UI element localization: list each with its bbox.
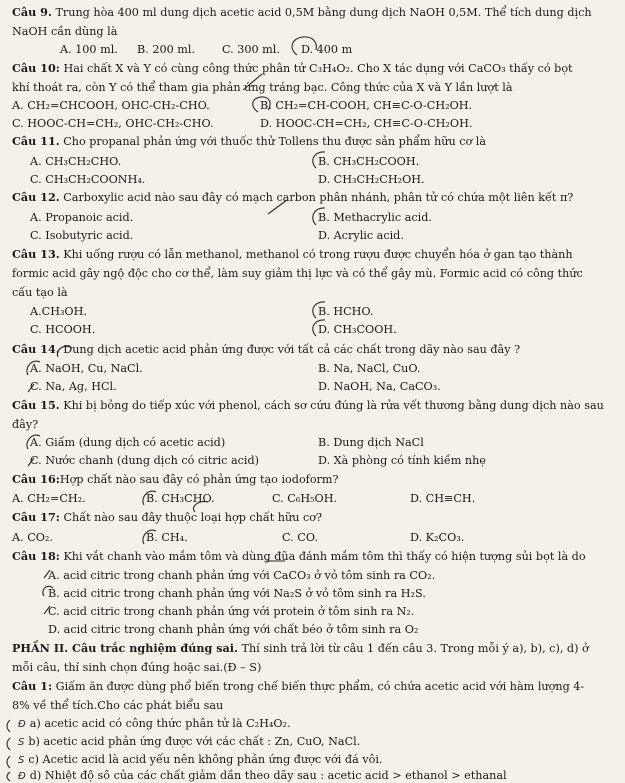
q13-stem-line3: cấu tạo là bbox=[12, 286, 68, 299]
q14-option-c: C. Na, Ag, HCl. bbox=[30, 380, 117, 393]
q16-option-b: B. CH₃CHO. bbox=[146, 492, 215, 505]
part2-bracket-d bbox=[7, 772, 10, 781]
part2-statement-b bbox=[18, 735, 360, 749]
q17-option-d: D. K₂CO₃. bbox=[410, 531, 465, 544]
q9-option-b: B. 200 ml. bbox=[137, 43, 195, 56]
part2-statement-c-text: c) Acetic acid là acid yếu nên không phản ứng được với đá vôi. bbox=[28, 753, 383, 766]
q10-option-c: C. HOOC-CH=CH₂, OHC-CH₂-CHO. bbox=[12, 117, 214, 130]
q17-option-b: B. CH₄. bbox=[146, 531, 188, 544]
handwritten-mark-d: Đ bbox=[18, 771, 26, 782]
q14-text: Dung dịch acetic acid phản ứng được với tất cả các chất trong dãy nào sau đây ? bbox=[63, 343, 521, 356]
q10-title: Câu 10: bbox=[12, 61, 60, 75]
q13-text: Khi uống rượu có lẫn methanol, methanol có trong rượu được chuyển hóa ở gan tạo thành bbox=[63, 248, 573, 261]
q15-text: Khi bị bỏng do tiếp xúc với phenol, cách sơ cứu đúng là rửa vết thương bằng dung dịch nào sau bbox=[63, 399, 604, 412]
part2-c1-line2: 8% về thể tích.Cho các phát biểu sau bbox=[12, 699, 224, 712]
handwritten-mark-a: Đ bbox=[18, 719, 26, 730]
q17-title: Câu 17: bbox=[12, 510, 60, 524]
q13-title: Câu 13. bbox=[12, 247, 60, 261]
q14-title: Câu 14. bbox=[12, 342, 60, 356]
q12-text: Carboxylic acid nào sau đây có mạch carbon phân nhánh, phân tử có chứa một liên kết π? bbox=[63, 191, 574, 204]
q10-option-b: B. CH₂=CH-COOH, CH≡C-O-CH₂OH. bbox=[260, 99, 473, 112]
q17-text: Chất nào sau đây thuộc loại hợp chất hữu cơ? bbox=[63, 511, 322, 524]
q9-stem-line2: NaOH cần dùng là bbox=[12, 25, 118, 38]
q16-title: Câu 16: bbox=[12, 472, 60, 486]
part2-statement-b-text: b) acetic acid phản ứng được với các chất : Zn, CuO, NaCl. bbox=[28, 735, 361, 748]
q18-title: Câu 18: bbox=[12, 549, 60, 563]
q10-stem-line2: khí thoát ra, còn Y có thể tham gia phản ứng tráng bạc. Công thức của X và Y lần lượt là bbox=[12, 81, 513, 94]
q9-option-c: C. 300 ml. bbox=[222, 43, 280, 56]
part2-title: PHẦN II. Câu trắc nghiệm đúng sai. bbox=[12, 641, 238, 655]
q12-stem bbox=[12, 191, 573, 205]
q9-option-d: D. 400 m bbox=[301, 43, 353, 56]
q12-option-b: B. Methacrylic acid. bbox=[318, 211, 432, 224]
q15-title: Câu 15. bbox=[12, 398, 60, 412]
part2-c1-text: Giấm ăn được dùng phổ biến trong chế biến thực phẩm, có chứa acetic acid với hàm lượng 4- bbox=[55, 680, 585, 693]
q16-stem bbox=[12, 473, 339, 487]
q14-option-d: D. NaOH, Na, CaCO₃. bbox=[318, 380, 441, 393]
q15-stem-line1 bbox=[12, 399, 604, 413]
q18-option-c: C. acid citric trong chanh phản ứng với protein ở tôm sinh ra N₂. bbox=[48, 605, 415, 618]
q17-option-a: A. CO₂. bbox=[12, 531, 53, 544]
q15-option-d: D. Xà phòng có tính kiềm nhẹ bbox=[318, 454, 486, 467]
part2-bracket-c bbox=[7, 756, 10, 768]
q10-option-d: D. HOOC-CH=CH₂, CH≡C-O-CH₂OH. bbox=[260, 117, 473, 130]
q9-stem-line1 bbox=[12, 6, 592, 20]
part2-bracket-b bbox=[7, 738, 10, 750]
q10-option-a: A. CH₂=CHCOOH, OHC-CH₂-CHO. bbox=[12, 99, 210, 112]
q15-option-b: B. Dung dịch NaCl bbox=[318, 436, 424, 449]
q9-text: Trung hòa 400 ml dung dịch acetic acid 0,5M bằng dung dịch NaOH 0,5M. Thể tích dung dịch bbox=[55, 6, 592, 19]
q18-option-a: A. acid citric trong chanh phản ứng với CaCO₃ ở vỏ tôm sinh ra CO₂. bbox=[48, 569, 436, 582]
q10-text: Hai chất X và Y có cùng công thức phân tử C₃H₄O₂. Cho X tác dụng với CaCO₃ thấy có bọt bbox=[63, 62, 573, 75]
q15-option-c: C. Nước chanh (dung dịch có citric acid) bbox=[30, 454, 260, 467]
q16-option-a: A. CH₂=CH₂. bbox=[12, 492, 86, 505]
q11-stem bbox=[12, 135, 486, 149]
q14-option-b: B. Na, NaCl, CuO. bbox=[318, 362, 421, 375]
q18-text: Khi vắt chanh vào mắm tôm và dùng đũa đánh mắm tôm thì thấy có hiện tượng sủi bọt là do bbox=[63, 550, 586, 563]
q15-option-a: A. Giấm (dung dịch có acetic acid) bbox=[30, 436, 226, 449]
q10-stem-line1 bbox=[12, 62, 573, 76]
q18-option-b: B. acid citric trong chanh phản ứng với Na₂S ở vỏ tôm sinh ra H₂S. bbox=[48, 587, 426, 600]
q11-option-b: B. CH₃CH₂COOH. bbox=[318, 155, 420, 168]
q13-option-d: D. CH₃COOH. bbox=[318, 323, 397, 336]
part2-c1-line1 bbox=[12, 680, 584, 694]
part2-c1-title: Câu 1: bbox=[12, 679, 53, 693]
handwritten-mark-b: S bbox=[18, 737, 25, 748]
q11-title: Câu 11. bbox=[12, 134, 60, 148]
q12-title: Câu 12. bbox=[12, 190, 60, 204]
handwritten-mark-c: S bbox=[18, 755, 25, 766]
q15-stem-line2: đây? bbox=[12, 418, 39, 431]
q13-option-a: A.CH₃OH. bbox=[30, 305, 87, 318]
q16-text: Hợp chất nào sau đây có phản ứng tạo iodoform? bbox=[59, 473, 339, 486]
q13-option-b: B. HCHO. bbox=[318, 305, 374, 318]
part2-heading bbox=[12, 642, 589, 656]
q9-option-a: A. 100 ml. bbox=[60, 43, 118, 56]
q12-option-c: C. Isobutyric acid. bbox=[30, 229, 134, 242]
q13-stem-line1 bbox=[12, 248, 573, 262]
q14-stem bbox=[12, 343, 520, 357]
q12-option-d: D. Acrylic acid. bbox=[318, 229, 404, 242]
part2-statement-d bbox=[18, 769, 507, 783]
part2-text: Thí sinh trả lời từ câu 1 đến câu 3. Trong mỗi ý a), b), c), d) ở bbox=[241, 642, 589, 655]
part2-statement-c bbox=[18, 753, 383, 767]
q18-stem bbox=[12, 550, 586, 564]
part2-line2: mỗi câu, thí sinh chọn đúng hoặc sai.(Đ – S) bbox=[12, 661, 262, 674]
part2-statement-a bbox=[18, 717, 291, 731]
q13-option-c: C. HCOOH. bbox=[30, 323, 96, 336]
q17-stem bbox=[12, 511, 322, 525]
q17-option-c: C. CO. bbox=[282, 531, 318, 544]
q18-option-d: D. acid citric trong chanh phản ứng với chất béo ở tôm sinh ra O₂ bbox=[48, 623, 419, 636]
q9-title: Câu 9. bbox=[12, 5, 52, 19]
part2-bracket-a bbox=[7, 720, 10, 732]
q16-option-d: D. CH≡CH. bbox=[410, 492, 476, 505]
q12-option-a: A. Propanoic acid. bbox=[30, 211, 134, 224]
q11-text: Cho propanal phản ứng với thuốc thử Tollens thu được sản phẩm hữu cơ là bbox=[63, 135, 487, 148]
q14-option-a: A. NaOH, Cu, NaCl. bbox=[30, 362, 143, 375]
q11-option-a: A. CH₃CH₂CHO. bbox=[30, 155, 122, 168]
part2-statement-d-text: d) Nhiệt độ sô của các chất giảm dần theo dãy sau : acetic acid > ethanol > ethanal bbox=[29, 769, 507, 782]
q11-option-d: D. CH₃CH₂CH₂OH. bbox=[318, 173, 425, 186]
q16-option-c: C. C₆H₅OH. bbox=[272, 492, 338, 505]
part2-statement-a-text: a) acetic acid có công thức phân tử là C₂H₄O₂. bbox=[29, 717, 291, 730]
q13-stem-line2: formic acid gây ngộ độc cho cơ thể, làm suy giảm thị lực và có thể gây mù. Formic acid có công thức bbox=[12, 267, 583, 280]
q11-option-c: C. CH₃CH₂COONH₄. bbox=[30, 173, 146, 186]
